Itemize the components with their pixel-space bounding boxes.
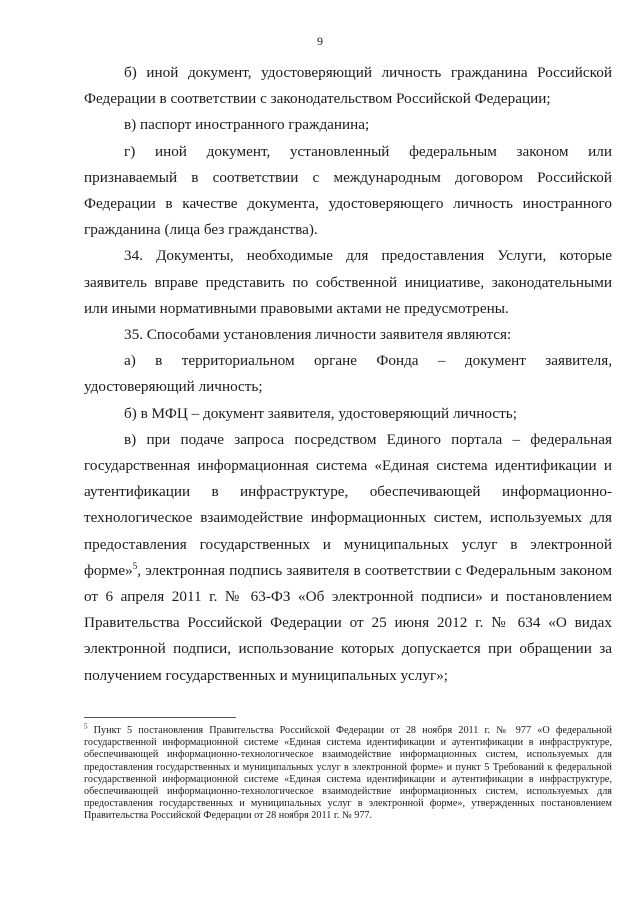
paragraph-35-b: б) в МФЦ – документ заявителя, удостоверяющий личность; (124, 404, 517, 422)
body-text (84, 60, 612, 689)
footnote-reference: 5 (132, 560, 138, 571)
paragraph-35: 35. Способами установления личности заявителя являются: (124, 326, 512, 344)
paragraph-35-a: а) в территориальном органе Фонда – документ заявителя, удостоверяющий личность; (84, 352, 612, 396)
paragraph-35-v-text-end: , электронная подпись заявителя в соответствии с Федеральным законом от 6 апреля 2011 г. № 63-ФЗ «Об электронной подписи» и постановлением Правительства Российской Федерации от 25 июня 2012 г. № 634 «О видах электронной подписи, использование которых допускается при обращении за получением государственных и муниципальных услуг»; (84, 561, 612, 684)
paragraph-g: г) иной документ, установленный федеральным законом или признаваемый в соответствии с международным договором Российской Федерации в качестве документа, удостоверяющего личность иностранного гражданина (лица без гражданства). (84, 142, 612, 239)
paragraph-35-v-text-start: в) при подаче запроса посредством Единого портала – федеральная государственная информационная система «Единая система идентификации и аутентификации в инфраструктуре, обеспечивающей информационно-технологическое взаимодействие информационных систем, используемых для предоставления государственных и муниципальных услуг в электронной форме» (84, 430, 612, 579)
footnote (84, 722, 612, 823)
footnote-text: Пункт 5 постановления Правительства Российской Федерации от 28 ноября 2011 г. № 977 «О федеральной государственной информационной системе «Единая система идентификации и аутентификации в инфраструктуре, обеспечивающей информационно-технологическое взаимодействие информационных систем, используемых для предоставления государственных и муниципальных услуг в электронной форме» и пункт 5 Требований к федеральной государственной информационной системе «Единая система идентификации и аутентификации в инфраструктуре, обеспечивающей информационно-технологическое взаимодействие информационных систем, используемых для предоставления государственных и муниципальных услуг в электронной форме», утвержденных постановлением Правительства Российской Федерации от 28 ноября 2011 г. № 977. (84, 725, 612, 822)
page-number: 9 (317, 34, 323, 48)
paragraph-b: б) иной документ, удостоверяющий личность гражданина Российской Федерации в соответствии с законодательством Российской Федерации; (84, 64, 612, 108)
footnote-marker: 5 (84, 722, 88, 731)
paragraph-v: в) паспорт иностранного гражданина; (124, 116, 370, 134)
footnote-separator (84, 717, 236, 718)
paragraph-34: 34. Документы, необходимые для предоставления Услуги, которые заявитель вправе представить по собственной инициативе, законодательными или иными нормативными правовыми актами не предусмотрены. (84, 247, 612, 317)
paragraph-35-v (84, 427, 612, 689)
